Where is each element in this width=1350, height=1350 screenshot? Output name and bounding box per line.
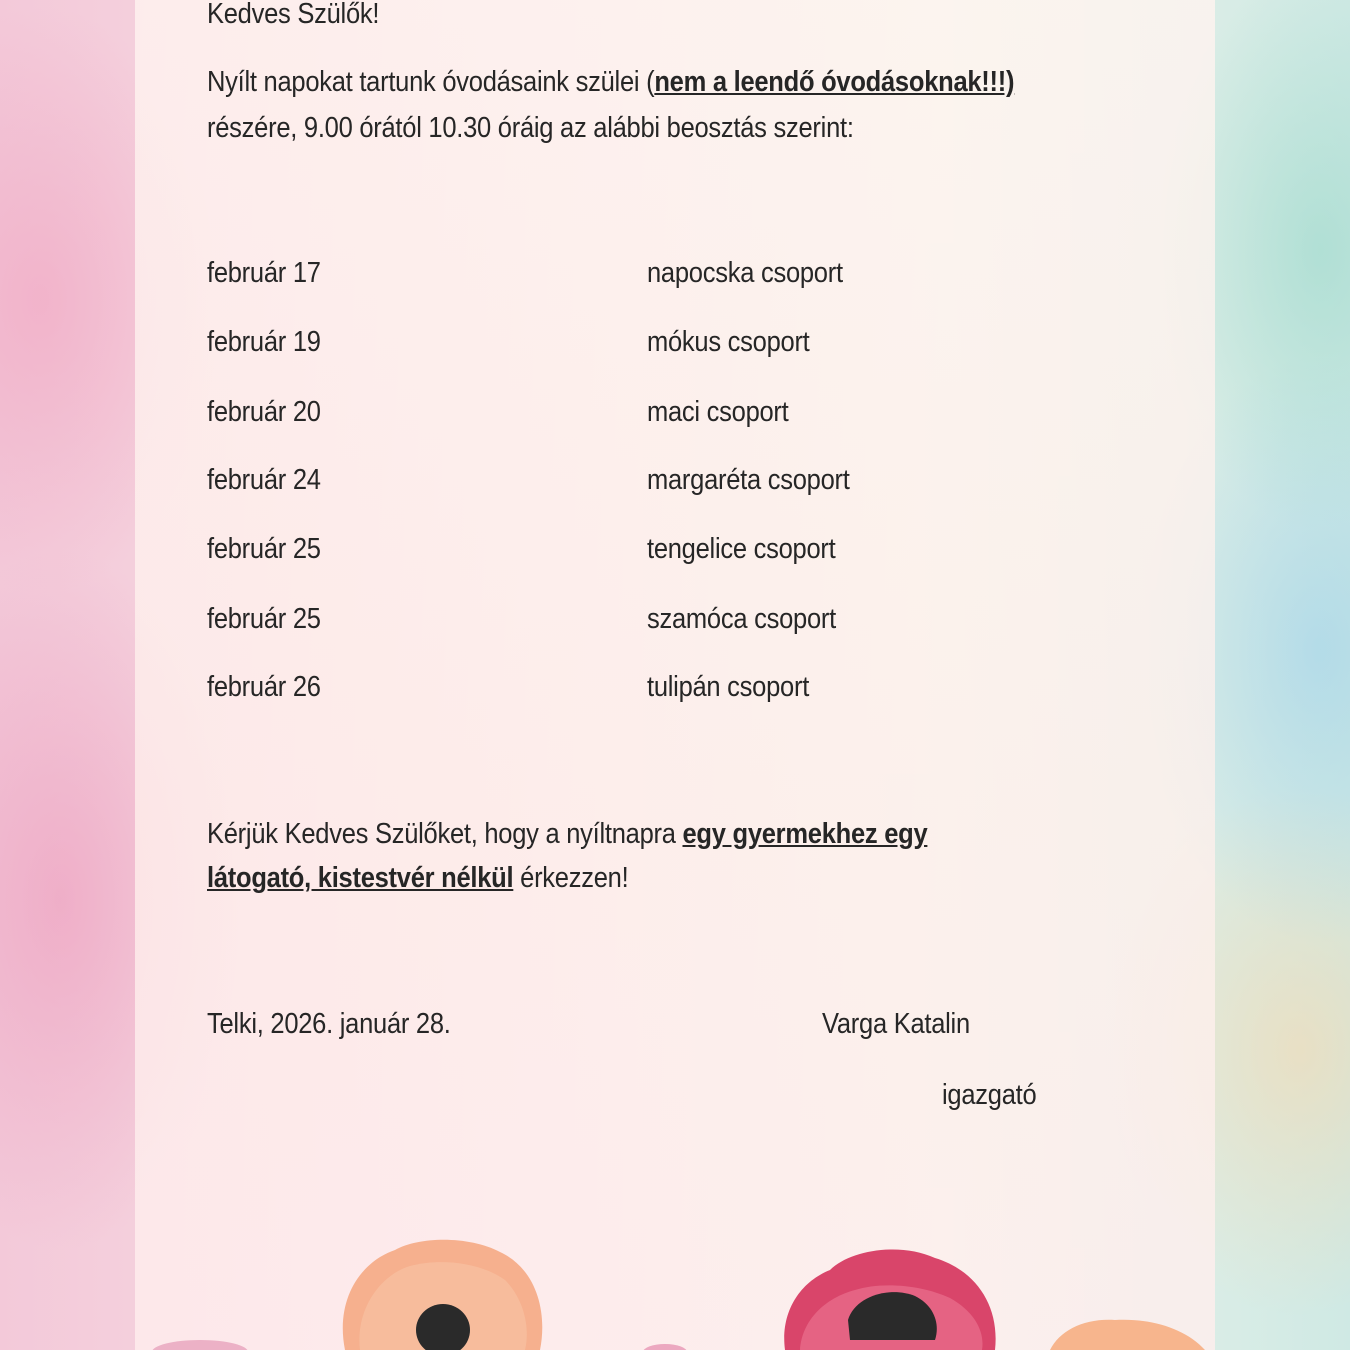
schedule-date: február 26 [207,671,321,703]
request-line-1 [207,812,927,856]
flower-pink-bud-icon [643,1344,687,1350]
intro-line-2: részére, 9.00 órától 10.30 óráig az alábbi beosztás szerint: [207,112,854,144]
schedule-group: tulipán csoport [647,671,810,703]
schedule-group: margaréta csoport [647,464,850,496]
intro-emphasis: nem a leendő óvodásoknak!!!) [654,66,1015,98]
flower-pink-small-icon [152,1340,248,1350]
schedule-date: február 25 [207,533,321,565]
greeting: Kedves Szülők! [207,0,380,30]
flower-orange-icon [1050,1320,1205,1350]
schedule-group: szamóca csoport [647,603,836,635]
intro-line-1 [207,60,1014,104]
request-text: Kérjük Kedves Szülőket, hogy a nyíltnapra [207,818,683,850]
request-emphasis: egy gyermekhez egy [682,818,928,850]
request-line-2 [207,856,628,900]
schedule-date: február 25 [207,603,321,635]
schedule-date: február 19 [207,326,321,358]
request-text: érkezzen! [513,862,629,894]
place-date: Telki, 2026. január 28. [207,1008,451,1040]
request-emphasis: látogató, kistestvér nélkül [207,862,514,894]
schedule-group: tengelice csoport [647,533,836,565]
schedule-date: február 24 [207,464,321,496]
signer-title: igazgató [942,1079,1037,1111]
flower-decoration [0,1200,1350,1350]
schedule-date: február 20 [207,396,321,428]
flower-red-icon [784,1249,995,1350]
signer-name: Varga Katalin [822,1008,970,1040]
schedule-group: maci csoport [647,396,789,428]
schedule-group: mókus csoport [647,326,810,358]
intro-text: Nyílt napokat tartunk óvodásaink szülei ( [207,66,655,98]
schedule-date: február 17 [207,257,321,289]
flower-peach-icon [343,1240,543,1350]
schedule-group: napocska csoport [647,257,843,289]
